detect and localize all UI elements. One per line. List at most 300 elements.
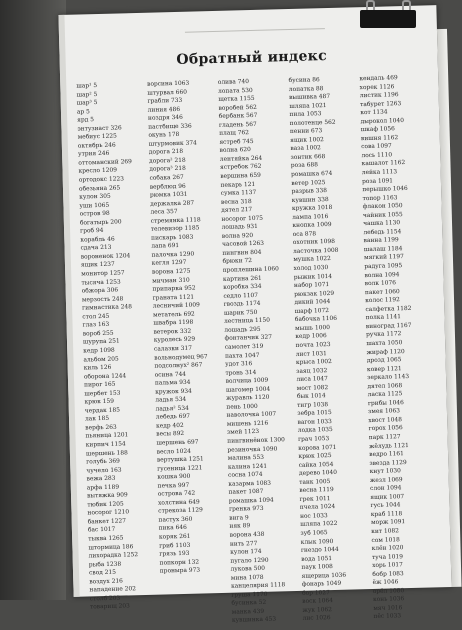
index-entry: лист 1031 [295,350,327,358]
index-entry: мяч 1016 [373,605,403,612]
index-entry: подсолнух² 867 [154,362,203,370]
index-entry: ворона 1275 [151,268,191,276]
index-entry: листик 1196 [359,92,399,100]
index-entry: стрекоза 1129 [158,507,203,515]
index-entry: острова 742 [157,490,196,498]
index-entry: бор 1027 [301,589,330,597]
index-entry: полотенце 562 [289,119,336,127]
index-entry: оборона 1244 [83,372,127,381]
index-entry: лукова 500 [230,566,266,573]
index-entry: гриб 1103 [159,542,191,550]
index-entry: крюк 159 [84,398,115,406]
index-entry: лодка 1035 [297,427,333,435]
index-entry: обжора 306 [81,287,119,295]
index-entry: лошадь 931 [221,224,258,232]
index-entry: собака 267 [149,174,184,182]
index-entry: кедр 1006 [295,333,327,341]
index-entry: стремянка 1118 [150,217,201,225]
index-entry: сосна 1074 [228,472,263,479]
index-entry: октябрь 246 [77,142,116,150]
index-entry: тыква 1265 [88,535,124,543]
index-entry: корабль 46 [80,236,115,244]
index-entry: вольнодумец 967 [154,353,208,362]
index-entry: жук 1062 [302,606,333,614]
index-entry: канцелярия 1118 [230,582,286,590]
index-entry: дрозд 1065 [366,357,402,365]
index-entry: вига 9 [229,515,249,522]
background-edge [0,0,66,600]
index-entry: лесничий 1009 [152,302,200,310]
index-entry: пьяница 1201 [85,432,129,440]
index-entry: кружка 1018 [291,205,333,213]
index-entry: горох 1056 [368,425,403,433]
index-entry: мебиус 1225 [77,133,117,141]
index-entry: шарик 750 [223,309,258,317]
index-entry: дорога² 218 [149,157,186,165]
index-entry: разрыв 338 [291,188,328,196]
index-entry: почта 1023 [295,341,331,349]
index-entry: гимнастика 248 [82,304,133,312]
index-entry: нить 277 [229,540,258,548]
index-column-2 [147,79,228,575]
index-entry: линия 486 [147,106,181,114]
index-entry: кедр 402 [155,422,184,430]
index-entry: волчица 1009 [225,377,269,385]
index-entry: ящерица 1036 [301,572,347,580]
index-entry: радуга 1095 [364,263,403,271]
index-entry: перышко 1046 [362,186,408,194]
index-entry: мина 1078 [230,574,264,582]
index-entry: палочка 1290 [151,251,195,259]
index-entry: чучело 163 [86,467,122,475]
index-entry: ящик 1007 [370,493,405,501]
index-entry: туча 1019 [371,553,404,561]
index-entry: шагомер 1004 [225,386,271,394]
index-entry: салфетка 1182 [365,305,412,313]
index-entry: клён 1020 [371,545,404,553]
index-entry: ромашка 674 [291,170,333,179]
index-entry: сумка 1137 [220,190,257,197]
index-entry: проплешина 1060 [222,266,279,274]
index-entry: гладень 567 [218,121,257,129]
index-column-1 [76,81,157,611]
index-entry: лампа 1016 [292,213,329,221]
index-entry: кот 1134 [360,109,388,117]
index-entry: мушка 1022 [293,256,332,264]
index-entry: кувшинка 453 [231,617,277,625]
index-entry: лихорадка 1252 [88,552,139,560]
index-entry: журавль 1120 [226,394,270,403]
index-entry: ияк 89 [229,523,251,531]
index-column-5 [359,73,440,621]
index-entry: табурет 1263 [360,100,402,108]
index-entry: верблюд 96 [149,183,186,191]
index-entry: мост 1082 [296,384,329,392]
index-entry: телевизор 1185 [150,225,200,233]
index-entry: дятел 217 [221,207,253,215]
index-entry: ветерок 332 [153,328,192,336]
index-entry: леса 357 [150,209,178,216]
index-entry: кирпич 1154 [85,441,126,449]
index-entry: кувшин 338 [291,196,329,204]
index-entry: пирог 165 [84,381,116,389]
index-entry: танк 1005 [299,478,331,486]
index-entry: носорог 1210 [87,509,130,517]
index-entry: остров 98 [79,210,110,218]
index-column-3 [217,77,299,625]
index-entry: пингвин 804 [222,249,262,257]
index-entry: шершень 188 [85,449,128,457]
index-entry: весна 1119 [299,487,334,495]
index-entry: голубь 369 [86,458,120,466]
index-entry: пень 1000 [226,403,258,411]
index-entry: гнездо 1044 [300,546,339,554]
index-entry: тронь 314 [225,369,257,377]
book-page [58,5,451,625]
index-entry: шляпа 1021 [289,102,327,110]
index-entry: пила 1053 [289,111,322,119]
index-entry: попкорн 132 [159,559,200,567]
index-entry: ортодокс 1223 [78,176,124,184]
index-entry: холод 1030 [293,265,329,273]
index-entry: олива 740 [217,79,250,86]
index-entry: ворсина 1063 [147,80,190,88]
index-column-4 [288,75,370,623]
index-entry: колос 1192 [365,297,400,305]
index-entry: клык 1090 [300,538,334,546]
index-entry: окунь 178 [148,132,180,140]
index-entry: тюбик 1205 [87,501,124,509]
index-entry: бас 1017 [87,527,116,534]
index-entry: альбом 205 [83,356,119,364]
index-entry: весна 318 [220,198,252,206]
index-entry: роза 688 [290,162,319,170]
index-entry: вышивка 487 [289,94,331,102]
index-entry: грабли 733 [147,97,183,105]
index-entry: бербанк 567 [218,113,258,121]
index-entry: арфа 1189 [86,484,120,492]
index-entry: кулон 305 [79,193,111,201]
index-entry: кнут 1030 [369,468,401,476]
index-entry: богатырь 200 [79,219,122,227]
index-entry: ар 5 [76,108,90,116]
index-entry: глаз 163 [82,322,110,329]
index-entry: шарф 1072 [294,307,329,315]
index-entry: зуб 1065 [300,530,328,537]
index-entry: воздух 216 [89,578,123,586]
index-entry: кендаль 469 [359,75,398,83]
index-entry: ручка 1172 [366,331,402,339]
index-entry: зебра 1015 [297,410,332,418]
index-entry: граната 1121 [152,294,195,302]
index-entry: оттоманский 269 [78,159,132,167]
index-entry: пингвинёнок 1300 [227,437,285,445]
index-entry: ярд 5 [77,117,95,124]
index-entry: сдача 213 [80,245,112,252]
index-entry: бусина 86 [288,77,320,85]
index-entry: коряк 261 [158,533,191,541]
index-entry: шляпа 1022 [300,521,338,529]
index-entry: мичман 310 [152,277,190,285]
index-entry: роза 1091 [362,177,394,185]
index-entry: шербет 153 [84,390,121,398]
index-entry: волна 920 [221,232,254,240]
clip-jaw [360,10,416,28]
index-entry: казарма 1083 [228,480,272,488]
index-entry: тигр 1038 [297,401,329,409]
index-entry: малина 553 [227,454,265,462]
index-entry: змей 1123 [226,429,260,437]
index-entry: тысяча 1253 [81,279,121,287]
index-entry: ястреб 745 [219,138,254,146]
index-entry: жёлудь 1121 [368,442,409,450]
index-entry: змея 1063 [368,408,401,416]
index-entry: лопатка 88 [288,85,324,93]
index-entry: наволочка 1007 [226,411,277,420]
index-entry: вишня 1162 [360,135,399,142]
index-entry: ласточка 1008 [293,247,339,255]
index-entry: шалаш 1184 [363,246,403,254]
index-entry: паук 1008 [301,564,333,572]
index-entry: лапа 691 [151,243,180,251]
index-entry: лошадь 295 [224,326,261,334]
index-entry: бусинка 52 [231,600,267,608]
index-entry: жираф 1120 [366,348,405,356]
index-entry: лентяйка 264 [219,155,263,163]
index-entry: вороненок 1204 [80,253,131,261]
index-entry: ваза 1002 [290,145,321,153]
binder-clip-icon [352,0,424,30]
index-entry: весло 1024 [156,448,192,456]
index-entry: брюки 72 [222,258,253,266]
index-entry: виноград 1167 [365,322,412,330]
index-entry: рюмка 1031 [149,191,188,199]
index-entry: штурмовик 374 [148,140,197,148]
index-entry: вагон 1033 [297,418,332,426]
index-entry: оса 878 [292,231,317,238]
index-entry: утрия 246 [78,151,110,158]
index-entry: кнопка 1009 [292,222,332,230]
page-edge [437,29,462,587]
index-entry: дятел 1068 [367,382,403,390]
index-entry: бык 1014 [296,393,326,401]
index-entry: гусь 1044 [370,502,401,510]
index-entry: шурупа 251 [82,338,120,346]
index-entry: ведро 1161 [369,451,404,459]
index-entry: киль 126 [83,364,112,372]
index-entry: сова 1097 [361,143,392,151]
index-entry: грибы 1046 [367,399,404,407]
index-entry: пискарь 1083 [151,234,194,242]
index-entry: хорь 1017 [372,562,403,570]
index-entry: щетка 1155 [218,96,255,103]
index-entry: пчела 1024 [299,504,336,512]
index-entry: столб 203 [89,595,121,603]
index-entry: ветер 1025 [291,179,326,187]
index-entry: фонтанчик 327 [224,334,273,343]
index-entry: пика 646 [158,525,187,533]
index-entry: шершень 697 [156,439,199,447]
index-entry: вежа 283 [86,475,116,483]
index-entry: сом 1018 [371,536,400,544]
index-entry: уши 1065 [79,202,110,210]
index-entry: вершина 659 [220,172,261,180]
index-entry: лебедь 697 [155,414,191,421]
index-entry: дырокол 1040 [360,117,405,125]
index-entry: стол 245 [82,313,110,321]
index-entry: шкаф 1056 [360,126,395,134]
index-entry: зеркало 1143 [367,374,410,382]
index-entry: ладья² 534 [155,405,189,413]
index-entry: энтузиаст 326 [77,125,122,133]
index-entry: грач 1053 [297,436,330,443]
page-title: Обратный индекс [176,48,328,68]
index-entry: морж 1091 [370,519,406,527]
index-entry: верфь 263 [85,424,117,432]
index-entry: гренка 973 [228,506,264,514]
index-entry: сайка 1054 [298,461,334,469]
index-entry: крыса 1002 [295,359,332,366]
index-entry: вороб 255 [82,330,114,338]
index-entry: носорог 1075 [221,215,264,223]
index-entry: удот 316 [225,361,253,368]
index-entry: кресло 1209 [78,168,118,176]
index-entry: метатель 692 [153,311,195,319]
index-entry: кит 1082 [371,528,400,536]
index-entry: манка 439 [231,608,265,616]
index-entry: звезда 1129 [369,459,407,467]
index-entry: проныра 973 [159,567,201,575]
index-entry: пастбище 336 [148,123,192,131]
index-entry: гроб 94 [80,228,104,235]
index-entry: рыба 1238 [88,561,122,569]
index-entry: кружок 934 [155,388,192,396]
index-entry: бобр 1083 [372,570,404,578]
running-head-rule [185,28,325,39]
index-entry: мерзость 248 [81,296,124,304]
index-entry: топор 1163 [362,194,398,202]
index-entry: пёс 1033 [373,613,402,621]
index-entry: гвоздь 1174 [223,301,261,309]
index-entry: шар¹ 5 [76,83,98,90]
index-entry: ворона 438 [229,531,265,539]
index-entry: весы 892 [156,431,185,439]
index-entry: дорога 218 [148,149,184,157]
index-entry: товарищ 203 [89,603,130,611]
index-entry: банкет 1227 [87,518,127,526]
index-entry: ёж 1046 [372,579,399,587]
index-columns [76,73,441,625]
index-entry: пакет 1060 [364,288,400,296]
index-entry: ладья 534 [155,397,187,404]
index-entry: охотник 1098 [292,239,336,247]
index-entry: нападение 202 [89,586,137,594]
index-entry: дикий 1044 [294,299,331,307]
index-entry: кашалот 1162 [361,160,406,168]
index-entry: воробей 562 [218,104,257,112]
index-entry: картина 261 [222,275,262,283]
index-entry: самолет 319 [224,343,264,351]
index-entry: жезл 1069 [369,476,403,484]
index-entry: слон 1094 [370,485,402,493]
index-entry: седло 1107 [223,292,259,300]
index-entry: свод 215 [89,569,117,577]
index-entry: вытяжка 909 [86,492,128,500]
index-entry: швабра 1198 [153,319,194,327]
index-entry: краб 1118 [370,511,403,518]
index-entry: волна 1094 [364,271,400,279]
index-entry: ноздря 346 [147,115,183,122]
index-entry: мышь 1000 [295,324,331,332]
index-entry: штурвал 660 [147,89,188,97]
index-entry: шар³ 5 [76,100,98,107]
index-entry: пенни 673 [289,128,323,136]
index-entry: печка 997 [157,482,190,490]
index-entry: пакет 1087 [228,489,264,497]
index-entry: салазки 317 [153,345,193,353]
index-entry: лейка 1113 [361,169,398,177]
index-entry: холстина 649 [157,499,200,507]
index-entry: шар² 5 [76,91,98,99]
index-entry: ящик 1002 [290,136,324,144]
index-entry: чердак 185 [84,407,120,415]
index-entry: пастух 360 [158,516,193,524]
index-entry: волк 1076 [364,280,397,288]
index-entry: мишень 1216 [226,420,269,428]
index-entry: куролесь 929 [153,336,196,345]
index-entry: мягкий 1197 [364,254,404,262]
index-entry: резиночка 1090 [227,445,278,454]
index-entry: рюкзак 1029 [294,290,335,298]
index-entry: лестница 1150 [224,317,271,326]
index-entry: ковер 1121 [366,365,402,373]
index-entry: держалка 287 [150,200,195,208]
index-entry: лис 1026 [302,615,331,623]
index-entry: хвост 1048 [368,417,403,424]
index-entry: коробка 334 [223,283,262,291]
index-entry: пугало 1290 [230,557,269,565]
index-entry: гусеница 1221 [157,465,203,473]
index-entry: воск 1064 [302,598,334,606]
index-entry: вода 1051 [301,555,333,563]
index-entry: флакон 1050 [362,203,403,211]
index-entry: конь 1036 [372,596,405,604]
index-entry: плащ 762 [219,130,250,138]
index-entry: кедр 1098 [83,347,115,355]
index-entry: крюк 1025 [298,453,332,460]
index-entry: зонтик 668 [290,154,326,161]
index-entry: лебедь 1154 [363,228,402,236]
index-entry: грязь 193 [159,550,190,558]
index-entry: орёл 1080 [372,588,405,595]
index-entry: ящик 1237 [80,262,115,270]
index-entry: вертушка 1251 [156,456,204,464]
index-entry: заяц 1032 [296,367,328,375]
index-entry: дерево 1040 [298,470,338,478]
index-entry: монитор 1257 [81,270,125,278]
index-entry: волна 620 [219,147,251,155]
index-entry: припарка 952 [152,285,196,293]
index-entry: грек 1011 [299,495,331,503]
index-entry: полка 1141 [365,314,402,322]
index-entry: ласка 1125 [367,391,403,399]
index-entry: часовой 1263 [222,241,265,249]
index-entry: набор 1071 [293,282,330,290]
index-entry: лак 185 [84,416,110,423]
index-entry: нос 1033 [299,513,328,520]
index-entry: штормица 186 [88,543,134,551]
index-entry: рыжик 1014 [293,273,333,281]
